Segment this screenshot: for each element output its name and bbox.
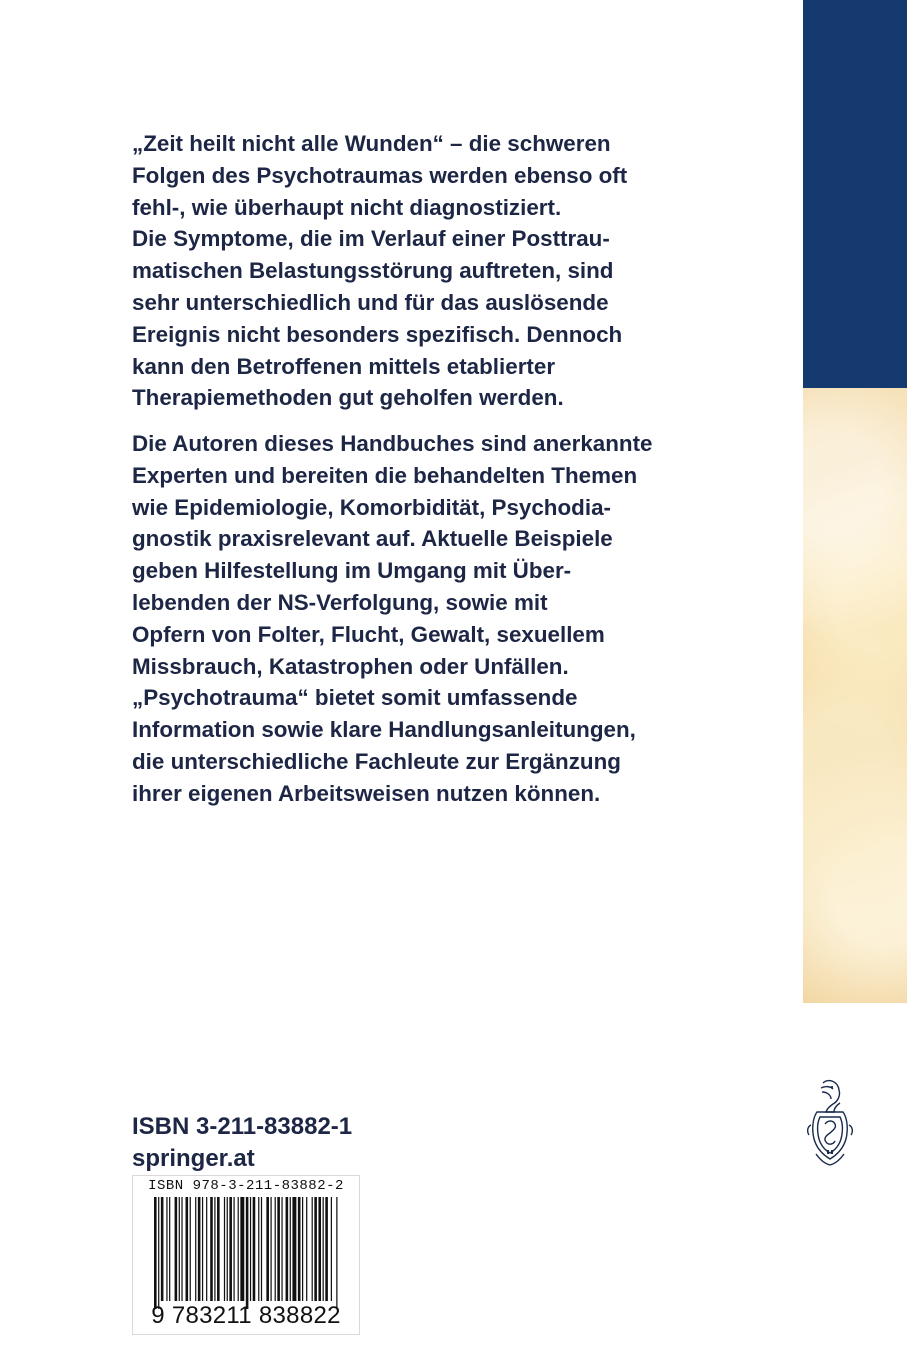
barcode [132, 1175, 360, 1335]
barcode-bar [306, 1197, 307, 1301]
barcode-bar [314, 1197, 317, 1301]
barcode-bar [227, 1197, 228, 1301]
barcode-bar [161, 1197, 164, 1301]
isbn-text: ISBN 3-211-83882-1 [132, 1113, 353, 1140]
barcode-bar [217, 1197, 220, 1301]
barcode-bar [277, 1197, 280, 1301]
barcode-bar [325, 1197, 328, 1301]
barcode-bar [175, 1197, 178, 1301]
barcode-bar [290, 1197, 291, 1301]
blue-accent-band [803, 0, 907, 388]
barcode-bar [206, 1197, 207, 1301]
barcode-bar [281, 1197, 282, 1301]
barcode-bar [302, 1197, 303, 1301]
barcode-bar [214, 1197, 215, 1301]
barcode-bar [158, 1197, 159, 1309]
barcode-bar [253, 1197, 256, 1301]
barcode-bar [270, 1197, 271, 1301]
barcode-bar [224, 1197, 225, 1301]
marbled-accent-band [803, 388, 907, 1003]
barcode-bar [318, 1197, 321, 1301]
barcode-bar [195, 1197, 196, 1301]
barcode-bars [154, 1197, 339, 1309]
website-text: springer.at [132, 1145, 255, 1172]
barcode-bar [261, 1197, 262, 1301]
barcode-bar [240, 1197, 244, 1301]
barcode-number: 9 783211 838822 [151, 1302, 341, 1329]
barcode-bar [292, 1197, 296, 1301]
springer-knight-logo-icon [803, 1078, 857, 1166]
barcode-bar [238, 1197, 239, 1301]
barcode-bar [275, 1197, 276, 1301]
barcode-bar [250, 1197, 251, 1301]
barcode-bar [312, 1197, 313, 1301]
description-paragraph-2: Die Autoren dieses Handbuches sind anerkannte Experten und bereiten die behandelten Themen wie Epidemiologie, Komorbidität, Psychodia- gnostik praxisrelevant auf. Aktuelle Beispiele geben Hilfestellung im Umgang mit Über- lebenden der NS-Verfolgung, sowie mit Opfern von Folter, Flucht, Gewalt, sexuellem Missbrauch, Katastrophen oder Unfällen. „Psychotrauma“ bietet somit umfassende Information sowie klare Handlungsanleitungen, die unterschiedliche Fachleute zur Ergänzung ihrer eigenen Arbeitsweisen nutzen können. [132, 431, 653, 806]
barcode-bar [210, 1197, 213, 1301]
barcode-bar [186, 1197, 189, 1301]
description-paragraph-1: „Zeit heilt nicht alle Wunden“ – die schweren Folgen des Psychotraumas werden ebenso oft fehl-, wie überhaupt nicht diagnostiziert. Die Symptome, die im Verlauf einer Posttrau- matischen Belastungsstörung auftreten, sind sehr unterschiedlich und für das auslösende Ereignis nicht besonders spezifisch. Dennoch kann den Betroffenen mittels etablierter Therapiemethoden gut geholfen werden. [132, 131, 628, 411]
barcode-bar [258, 1197, 259, 1301]
barcode-bar [179, 1197, 180, 1301]
barcode-bar [331, 1197, 332, 1301]
barcode-bar [323, 1197, 324, 1301]
barcode-bar [198, 1197, 201, 1301]
barcode-bar [233, 1197, 234, 1301]
barcode-bar [190, 1197, 191, 1301]
barcode-bar [181, 1197, 182, 1301]
barcode-bar [266, 1197, 269, 1301]
barcode-bar [246, 1197, 249, 1309]
barcode-bar [154, 1197, 157, 1309]
barcode-bar [166, 1197, 167, 1301]
barcode-bar [298, 1197, 301, 1301]
barcode-bar [229, 1197, 232, 1301]
barcode-bar [202, 1197, 203, 1301]
barcode-bar [286, 1197, 289, 1301]
barcode-bar [169, 1197, 170, 1301]
barcode-bar [336, 1197, 337, 1309]
barcode-isbn-label: ISBN 978-3-211-83882-2 [148, 1178, 344, 1194]
